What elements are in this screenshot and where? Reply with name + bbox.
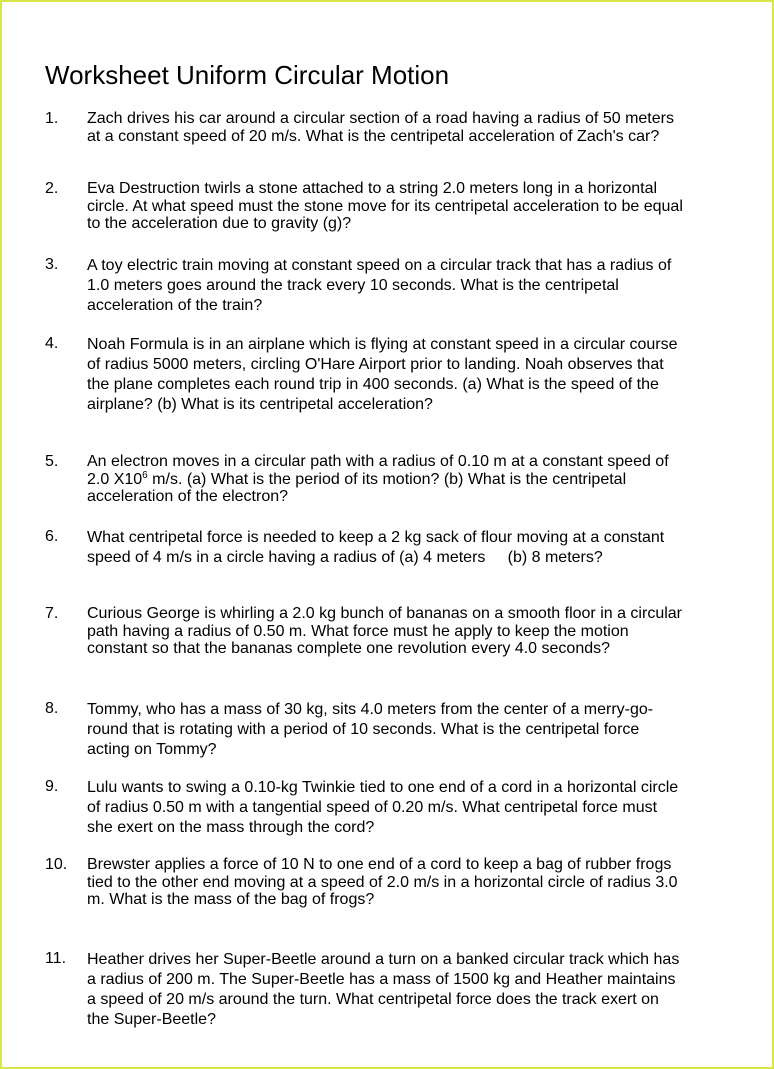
question-number: 2. xyxy=(45,180,59,197)
question-text: Eva Destruction twirls a stone attached to a string 2.0 meters long in a horizontal circle. At what speed must the stone move for its centripetal acceleration to be equal to the acceleration due to gravity (g)? xyxy=(87,180,683,232)
question-number: 11. xyxy=(45,950,67,967)
question-5 xyxy=(45,453,685,506)
worksheet-title: Worksheet Uniform Circular Motion xyxy=(45,60,450,90)
question-1 xyxy=(45,110,685,145)
question-number: 1. xyxy=(45,110,59,127)
question-text: What centripetal force is needed to keep a 2 kg sack of flour moving at a constant speed of 4 m/s in a circle having a radius of (a) 4 meters (b) 8 meters? xyxy=(87,529,669,566)
question-number: 6. xyxy=(45,528,59,545)
exponent: 6 xyxy=(142,469,148,481)
question-4 xyxy=(45,335,685,415)
question-number: 10. xyxy=(45,856,68,873)
question-8 xyxy=(45,700,685,760)
question-text: Lulu wants to swing a 0.10-kg Twinkie tied to one end of a cord in a horizontal circle of radius 0.50 m with a tangential speed of 0.20 m/s. What centripetal force must she exert on the mass through the cord? xyxy=(87,779,679,836)
question-number: 3. xyxy=(45,256,59,273)
question-3 xyxy=(45,256,685,316)
question-10 xyxy=(45,856,685,909)
question-7 xyxy=(45,605,685,658)
question-11 xyxy=(45,950,685,1030)
question-text: Heather drives her Super-Beetle around a turn on a banked circular track which has a radius of 200 m. The Super-Beetle has a mass of 1500 kg and Heather maintains a speed of 20 m/s around the turn. What centripetal force does the track exert on the Super-Beetle? xyxy=(87,951,680,1028)
question-text: Brewster applies a force of 10 N to one end of a cord to keep a bag of rubber frogs tied to the other end moving at a speed of 2.0 m/s in a horizontal circle of radius 3.0 m. What is the mass of the bag of frogs? xyxy=(87,856,678,908)
question-number: 9. xyxy=(45,778,59,795)
question-number: 8. xyxy=(45,700,59,717)
question-number: 7. xyxy=(45,605,59,622)
question-text: Tommy, who has a mass of 30 kg, sits 4.0 meters from the center of a merry-go-round that is rotating with a period of 10 seconds. What is the centripetal force acting on Tommy? xyxy=(87,701,654,758)
question-text: Curious George is whirling a 2.0 kg bunch of bananas on a smooth floor in a circular path having a radius of 0.50 m. What force must he apply to keep the motion constant so that the bananas complete one revolution every 4.0 seconds? xyxy=(87,605,682,657)
question-2 xyxy=(45,180,685,233)
question-text: An electron moves in a circular path with a radius of 0.10 m at a constant speed of 2.0 $X10^6$ m/s. (a) What is the period of its motion? (b) What is the centripetal acceleration of the electron? xyxy=(87,453,669,505)
question-6 xyxy=(45,528,685,568)
question-text: Zach drives his car around a circular section of a road having a radius of 50 meters at a constant speed of 20 m/s. What is the centripetal acceleration of Zach's car? xyxy=(87,110,674,145)
question-text: A toy electric train moving at constant speed on a circular track that has a radius of 1.0 meters goes around the track every 10 seconds. What is the centripetal acceleration of the train? xyxy=(87,257,672,314)
question-9 xyxy=(45,778,685,838)
question-text: Noah Formula is in an airplane which is flying at constant speed in a circular course of radius 5000 meters, circling O'Hare Airport prior to landing. Noah observes that the plane completes each round trip in 400 seconds. (a) What is the speed of the airplane? (b) What is its centripetal acceleration? xyxy=(87,336,678,413)
question-number: 4. xyxy=(45,335,59,352)
question-number: 5. xyxy=(45,453,59,470)
